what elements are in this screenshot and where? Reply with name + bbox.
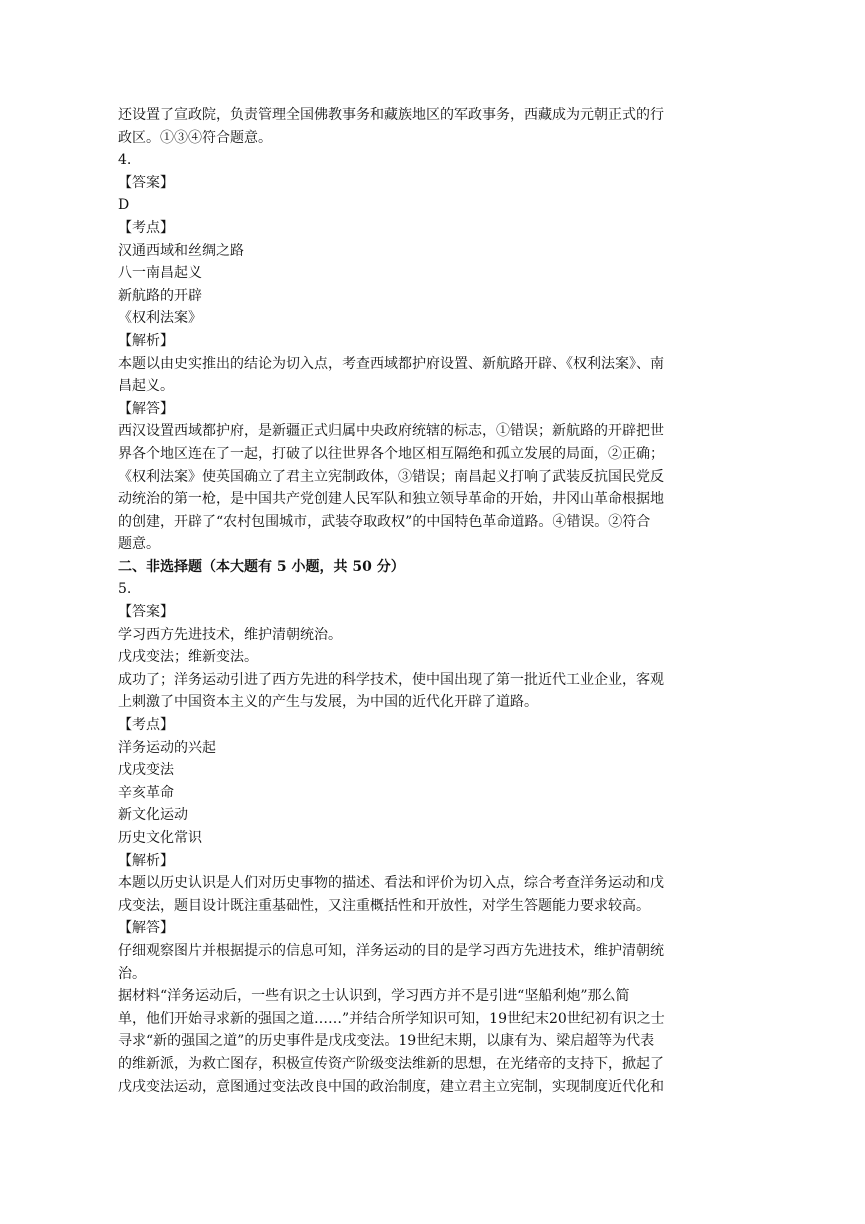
text-line: 戊戌变法；维新变法。 (118, 649, 258, 666)
text-line: 上刺激了中国资本主义的产生与发展，为中国的近代化开辟了道路。 (118, 694, 538, 711)
text-line: 界各个地区连在了一起，打破了以往世界各个地区相互隔绝和孤立发展的局面，②正确； (118, 445, 664, 462)
text-line: 【解答】 (118, 920, 174, 937)
text-line: 【答案】 (118, 174, 174, 191)
text-line: 辛亥革命 (118, 784, 174, 801)
text-line: 《权利法案》使英国确立了君主立宪制政体，③错误；南昌起义打响了武装反抗国民党反 (118, 468, 664, 485)
document-page (118, 104, 738, 1098)
text-line: 治。 (118, 965, 146, 982)
text-line: 政区。①③④符合题意。 (118, 129, 272, 146)
text-line: 戊戌变法运动，意图通过变法改良中国的政治制度，建立君主立宪制，实现制度近代化和 (118, 1078, 664, 1095)
text-line: 昌起义。 (118, 378, 174, 395)
text-line: 汉通西域和丝绸之路 (118, 242, 244, 259)
text-line: 成功了；洋务运动引进了西方先进的科学技术，使中国出现了第一批近代工业企业，客观 (118, 671, 664, 688)
text-line: 5. (118, 581, 132, 598)
text-line: 的创建，开辟了“农村包围城市，武装夺取政权”的中国特色革命道路。④错误。②符合 (118, 513, 651, 530)
text-line: 单，他们开始寻求新的强国之道……”并结合所学知识可知，19世纪末20世纪初有识之士 (118, 1010, 665, 1027)
text-line: 《权利法案》 (118, 310, 202, 327)
text-line: 学习西方先进技术，维护清朝统治。 (118, 626, 342, 643)
text-line: 【考点】 (118, 717, 174, 734)
text-line: 西汉设置西域都护府，是新疆正式归属中央政府统辖的标志，①错误；新航路的开辟把世 (118, 423, 664, 440)
text-line: 4. (118, 152, 132, 169)
text-line: 动统治的第一枪，是中国共产党创建人民军队和独立领导革命的开始，井冈山革命根据地 (118, 491, 664, 508)
text-line: 八一南昌起义 (118, 265, 202, 282)
text-line: 新文化运动 (118, 807, 188, 824)
text-line: 据材料“洋务运动后，一些有识之士认识到，学习西方并不是引进“坚船利炮”那么简 (118, 988, 630, 1005)
text-line: 戌变法，题目设计既注重基础性，又注重概括性和开放性，对学生答题能力要求较高。 (118, 897, 650, 914)
text-line: 本题以由史实推出的结论为切入点，考查西域都护府设置、新航路开辟、《权利法案》、南 (118, 355, 664, 372)
text-line: 【解析】 (118, 332, 174, 349)
text-line: 的维新派，为救亡图存，积极宣传资产阶级变法维新的思想，在光绪帝的支持下，掀起了 (118, 1055, 664, 1072)
text-line: 【解析】 (118, 852, 174, 869)
text-line: 本题以历史认识是人们对历史事物的描述、看法和评价为切入点，综合考查洋务运动和戊 (118, 875, 664, 892)
text-line: 戊戌变法 (118, 762, 174, 779)
text-line: 【考点】 (118, 219, 174, 236)
text-line: 题意。 (118, 536, 160, 553)
text-line: 【解答】 (118, 400, 174, 417)
text-line: D (118, 197, 130, 214)
text-line: 洋务运动的兴起 (118, 739, 216, 756)
text-line: 还设置了宣政院，负责管理全国佛教事务和藏族地区的军政事务，西藏成为元朝正式的行 (118, 107, 664, 123)
text-line: 【答案】 (118, 604, 174, 621)
text-line: 新航路的开辟 (118, 287, 202, 304)
text-line: 仔细观察图片并根据提示的信息可知，洋务运动的目的是学习西方先进技术，维护清朝统 (118, 942, 664, 959)
section-heading: 二、非选择题（本大题有 5 小题，共 50 分） (118, 558, 405, 575)
text-line: 历史文化常识 (118, 830, 202, 846)
text-line: 寻求“新的强国之道”的历史事件是戊戌变法。19世纪末期，以康有为、梁启超等为代表 (118, 1033, 655, 1050)
